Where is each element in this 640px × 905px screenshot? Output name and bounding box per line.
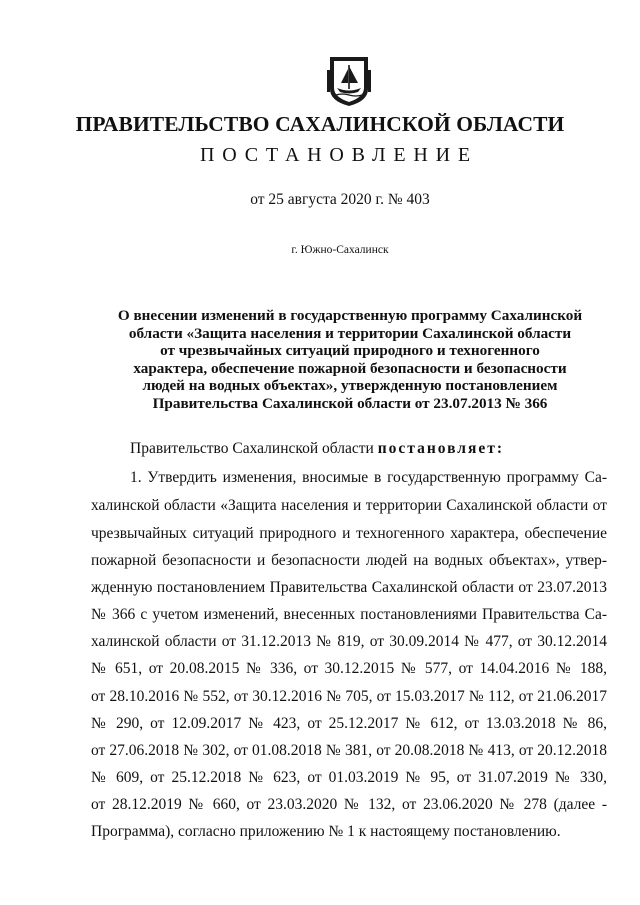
paragraph-line: халинской области «Защита населения и территории Сахалинской области от <box>91 497 607 514</box>
document-subject <box>100 307 600 412</box>
paragraph-line: пожарной безопасности и безопасности людей на водных объектах», утвер- <box>91 552 607 569</box>
paragraph-line: 1. Утвердить изменения, вносимые в государственную программу Са- <box>130 469 607 486</box>
preamble-text: Правительство Сахалинской области <box>130 440 378 457</box>
subject-line: Правительства Сахалинской области от 23.07.2013 № 366 <box>152 394 548 412</box>
subject-line: области «Защита населения и территории Сахалинской области <box>128 324 572 342</box>
paragraph-line: № 366 с учетом изменений, внесенных постановлениями Правительства Са- <box>91 606 607 623</box>
document-date-number: от 25 августа 2020 г. № 403 <box>250 191 430 208</box>
paragraph-line: чрезвычайных ситуаций природного и техногенного характера, обеспечение <box>91 525 607 542</box>
government-title: ПРАВИТЕЛЬСТВО САХАЛИНСКОЙ ОБЛАСТИ <box>75 112 565 136</box>
paragraph-line: № 651, от 20.08.2015 № 336, от 30.12.2015 № 577, от 14.04.2016 № 188, <box>91 660 607 677</box>
paragraph-line: жденную постановлением Правительства Сахалинской области от 23.07.2013 <box>91 579 607 596</box>
preamble <box>130 440 504 458</box>
paragraph-line: халинской области от 31.12.2013 № 819, от 30.09.2014 № 477, от 30.12.2014 <box>91 633 607 650</box>
paragraph-line: от 27.06.2018 № 302, от 01.08.2018 № 381, от 20.08.2018 № 413, от 20.12.2018 <box>91 742 607 759</box>
paragraph-line: № 290, от 12.09.2017 № 423, от 25.12.2017 № 612, от 13.03.2018 № 86, <box>91 715 607 732</box>
subject-line: людей на водных объектах», утвержденную постановлением <box>142 377 558 394</box>
paragraph-line: № 609, от 25.12.2018 № 623, от 01.03.2019 № 95, от 31.07.2019 № 330, <box>91 769 607 786</box>
paragraph-line: от 28.12.2019 № 660, от 23.03.2020 № 132, от 23.06.2020 № 278 (далее - <box>91 796 607 813</box>
subject-line: О внесении изменений в государственную программу Сахалинской <box>117 307 583 324</box>
paragraph-line: Программа), согласно приложению № 1 к настоящему постановлению. <box>91 823 561 840</box>
sakhalin-coat-of-arms-icon <box>327 55 371 107</box>
subject-line: от чрезвычайных ситуаций природного и техногенного <box>160 342 540 359</box>
document-type: ПОСТАНОВЛЕНИЕ <box>200 144 478 166</box>
paragraph-line: от 28.10.2016 № 552, от 30.12.2016 № 705, от 15.03.2017 № 112, от 21.06.2017 <box>91 688 607 705</box>
preamble-action: постановляет: <box>377 440 505 457</box>
document-place: г. Южно-Сахалинск <box>291 244 389 256</box>
subject-line: характера, обеспечение пожарной безопасности и безопасности <box>133 359 567 377</box>
